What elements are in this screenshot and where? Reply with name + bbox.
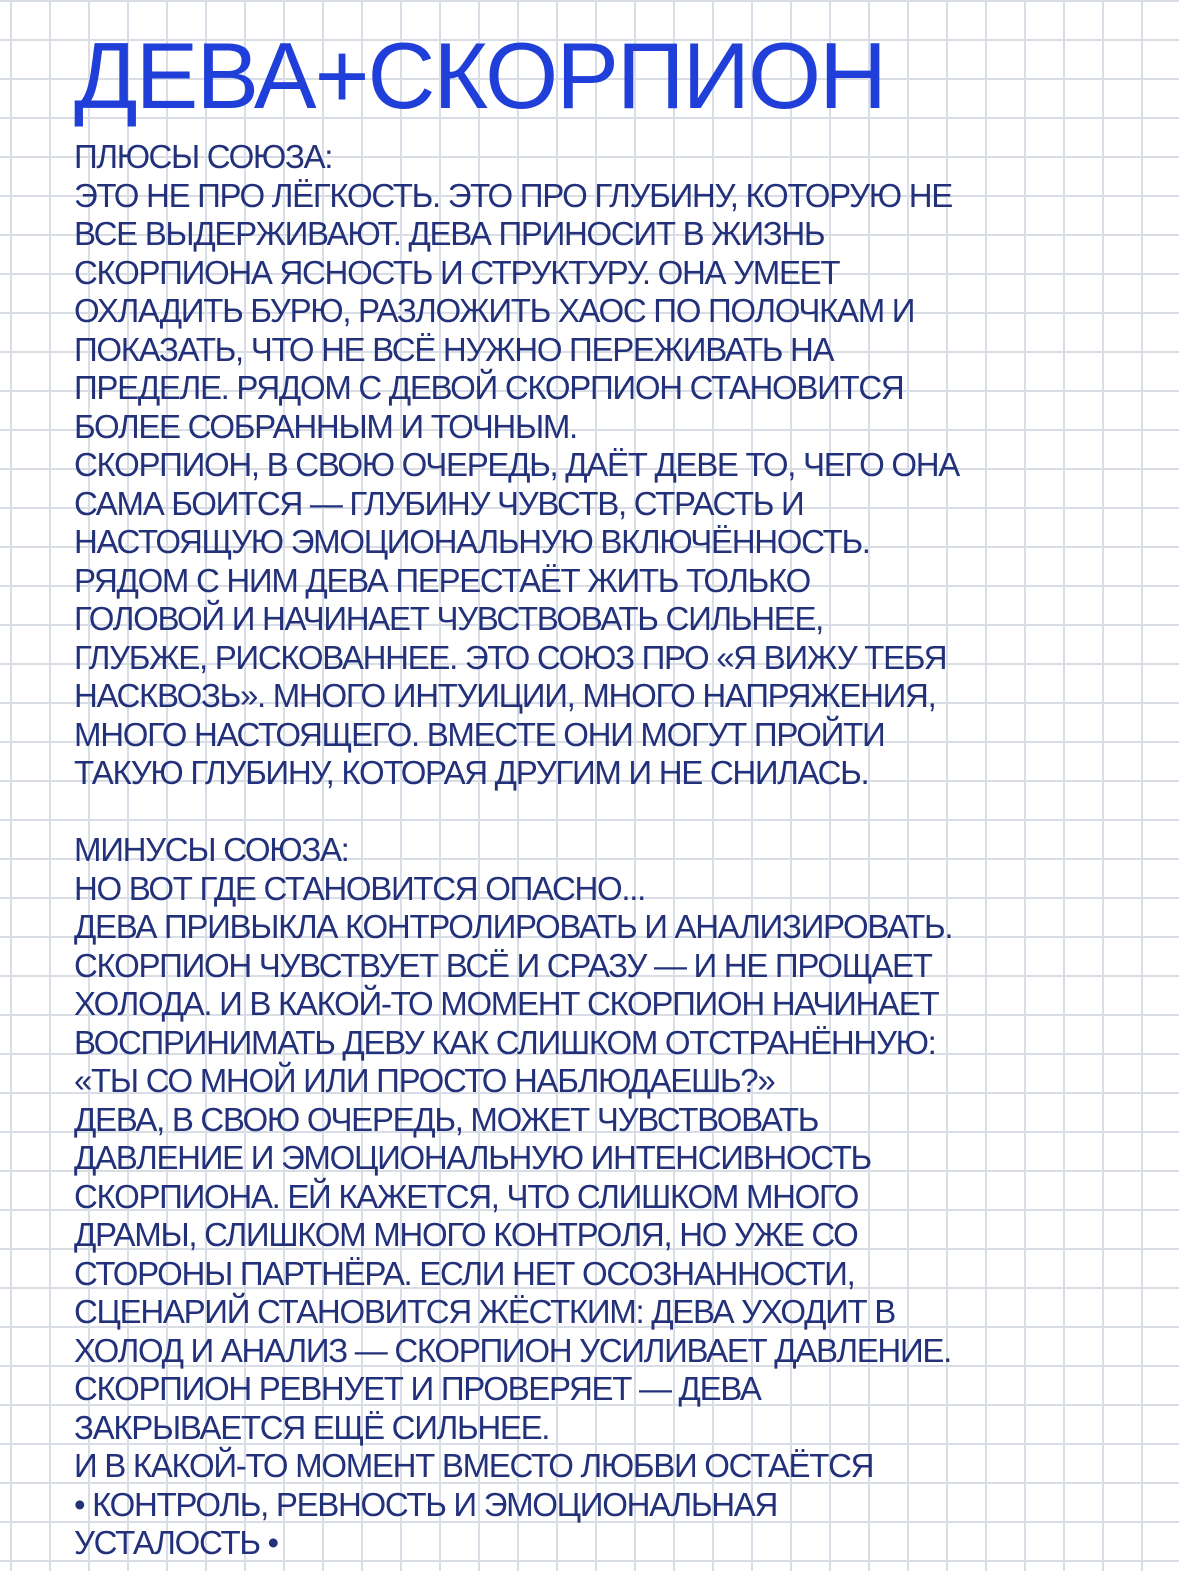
cons-line: ЗАКРЫВАЕТСЯ ЕЩЁ СИЛЬНЕЕ. [74, 1408, 550, 1446]
cons-line: И В КАКОЙ-ТО МОМЕНТ ВМЕСТО ЛЮБВИ ОСТАЁТСЯ [74, 1447, 874, 1484]
pros-line: ОХЛАДИТЬ БУРЮ, РАЗЛОЖИТЬ ХАОС ПО ПОЛОЧКАМ И [74, 292, 915, 329]
pros-line: РЯДОМ С НИМ ДЕВА ПЕРЕСТАЁТ ЖИТЬ ТОЛЬКО [74, 561, 810, 599]
cons-line: УСТАЛОСТЬ • [74, 1524, 278, 1561]
pros-line: ПРЕДЕЛЕ. РЯДОМ С ДЕВОЙ СКОРПИОН СТАНОВИТСЯ [74, 369, 904, 406]
paragraph-gap [74, 793, 1114, 832]
pros-heading: ПЛЮСЫ СОЮЗА: [74, 138, 333, 175]
cons-line: ХОЛОД И АНАЛИЗ — СКОРПИОН УСИЛИВАЕТ ДАВЛЕНИЕ. [74, 1331, 951, 1369]
cons-line: СЦЕНАРИЙ СТАНОВИТСЯ ЖЁСТКИМ: ДЕВА УХОДИТ В [74, 1293, 895, 1330]
pros-line: СКОРПИОНА ЯСНОСТЬ И СТРУКТУРУ. ОНА УМЕЕТ [74, 253, 840, 291]
pros-line: ТАКУЮ ГЛУБИНУ, КОТОРАЯ ДРУГИМ И НЕ СНИЛАСЬ. [74, 754, 869, 791]
pros-line: БОЛЕЕ СОБРАННЫМ И ТОЧНЫМ. [74, 407, 577, 445]
pros-line: САМА БОИТСЯ — ГЛУБИНУ ЧУВСТВ, СТРАСТЬ И [74, 484, 804, 522]
cons-line: ДАВЛЕНИЕ И ЭМОЦИОНАЛЬНУЮ ИНТЕНСИВНОСТЬ [74, 1139, 871, 1176]
cons-line: СТОРОНЫ ПАРТНЁРА. ЕСЛИ НЕТ ОСОЗНАННОСТИ, [74, 1254, 855, 1292]
cons-line: СКОРПИОНА. ЕЙ КАЖЕТСЯ, ЧТО СЛИШКОМ МНОГО [74, 1177, 859, 1215]
pros-line: СКОРПИОН, В СВОЮ ОЧЕРЕДЬ, ДАЁТ ДЕВЕ ТО, ЧЕГО ОНА [74, 446, 959, 483]
page-title: ДЕВА+СКОРПИОН [74, 23, 886, 128]
pros-line: ГЛУБЖЕ, РИСКОВАННЕЕ. ЭТО СОЮЗ ПРО «Я ВИЖУ ТЕБЯ [74, 638, 947, 676]
pros-line: НАСКВОЗЬ». МНОГО ИНТУИЦИИ, МНОГО НАПРЯЖЕНИЯ, [74, 677, 936, 714]
cons-line: ХОЛОДА. И В КАКОЙ-ТО МОМЕНТ СКОРПИОН НАЧИНАЕТ [74, 985, 939, 1022]
pros-line: НАСТОЯЩУЮ ЭМОЦИОНАЛЬНУЮ ВКЛЮЧЁННОСТЬ. [74, 523, 870, 560]
cons-line: «ТЫ СО МНОЙ ИЛИ ПРОСТО НАБЛЮДАЕШЬ?» [74, 1062, 775, 1099]
cons-line: • КОНТРОЛЬ, РЕВНОСТЬ И ЭМОЦИОНАЛЬНАЯ [74, 1485, 778, 1523]
cons-line: ВОСПРИНИМАТЬ ДЕВУ КАК СЛИШКОМ ОТСТРАНЁННУЮ: [74, 1023, 936, 1061]
pros-line: МНОГО НАСТОЯЩЕГО. ВМЕСТЕ ОНИ МОГУТ ПРОЙТИ [74, 715, 885, 753]
cons-line: ДЕВА ПРИВЫКЛА КОНТРОЛИРОВАТЬ И АНАЛИЗИРОВАТЬ. [74, 908, 953, 945]
article-body [74, 138, 1114, 1563]
pros-line: ПОКАЗАТЬ, ЧТО НЕ ВСЁ НУЖНО ПЕРЕЖИВАТЬ НА [74, 330, 834, 368]
cons-line: СКОРПИОН ЧУВСТВУЕТ ВСЁ И СРАЗУ — И НЕ ПРОЩАЕТ [74, 946, 932, 984]
cons-line: ДРАМЫ, СЛИШКОМ МНОГО КОНТРОЛЯ, НО УЖЕ СО [74, 1216, 858, 1253]
cons-line: НО ВОТ ГДЕ СТАНОВИТСЯ ОПАСНО... [74, 869, 646, 907]
cons-line: ДЕВА, В СВОЮ ОЧЕРЕДЬ, МОЖЕТ ЧУВСТВОВАТЬ [74, 1100, 819, 1138]
cons-line: СКОРПИОН РЕВНУЕТ И ПРОВЕРЯЕТ — ДЕВА [74, 1370, 761, 1407]
cons-heading: МИНУСЫ СОЮЗА: [74, 831, 349, 868]
pros-line: ВСЕ ВЫДЕРЖИВАЮТ. ДЕВА ПРИНОСИТ В ЖИЗНЬ [74, 215, 825, 252]
pros-line: ГОЛОВОЙ И НАЧИНАЕТ ЧУВСТВОВАТЬ СИЛЬНЕЕ, [74, 600, 824, 637]
pros-line: ЭТО НЕ ПРО ЛЁГКОСТЬ. ЭТО ПРО ГЛУБИНУ, КОТОРУЮ НЕ [74, 176, 952, 214]
